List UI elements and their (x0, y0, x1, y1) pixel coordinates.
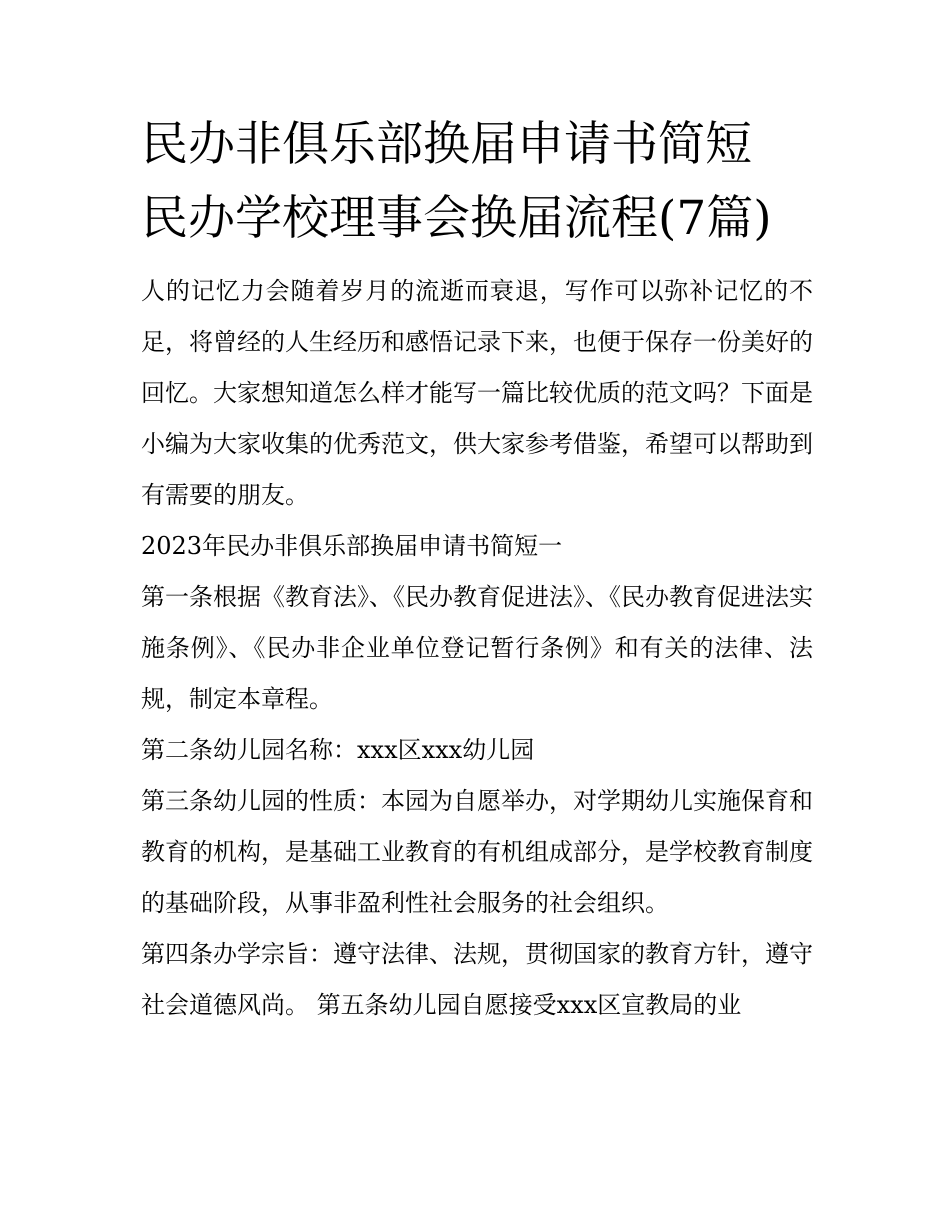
article-4-paragraph: 第四条办学宗旨：遵守法律、法规，贯彻国家的教育方针，遵守社会道德风尚。 第五条幼儿园自愿接受xxx区宣教局的业 (141, 940, 813, 1019)
article-3-paragraph: 第三条幼儿园的性质：本园为自愿举办，对学期幼儿实施保育和教育的机构，是基础工业教育的有机组成部分，是学校教育制度的基础阶段，从事非盈利性社会服务的社会组织。 (141, 787, 813, 917)
section-heading: 2023年民办非俱乐部换届申请书简短一 (141, 532, 563, 560)
document-body (141, 108, 813, 1031)
article-1-paragraph: 第一条根据《教育法》、《民办教育促进法》、《民办教育促进法实施条例》、《民办非企业单位登记暂行条例》和有关的法律、法规，制定本章程。 (141, 583, 813, 713)
document-title: 民办非俱乐部换届申请书简短 民办学校理事会换届流程(7篇) (141, 117, 772, 246)
article-2-paragraph: 第二条幼儿园名称：xxx区xxx幼儿园 (141, 736, 535, 764)
intro-paragraph: 人的记忆力会随着岁月的流逝而衰退，写作可以弥补记忆的不足，将曾经的人生经历和感悟记录下来，也便于保存一份美好的回忆。大家想知道怎么样才能写一篇比较优质的范文吗？下面是小编为大家收集的优秀范文，供大家参考借鉴，希望可以帮助到有需要的朋友。 (141, 277, 813, 509)
